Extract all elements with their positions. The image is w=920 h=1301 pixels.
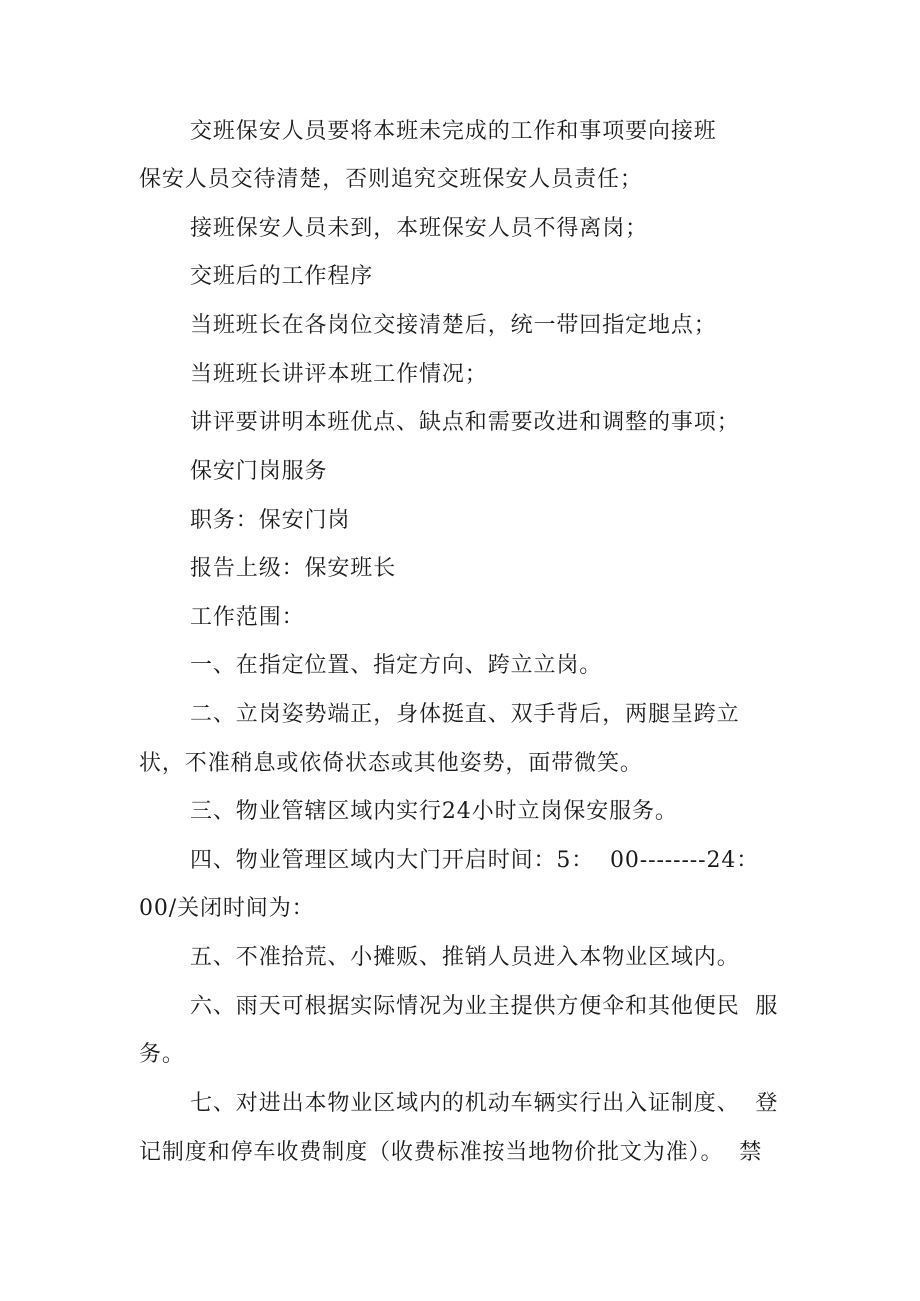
list-item: 七、对进出本物业区域内的机动车辆实行出入证制度、 登	[190, 1091, 779, 1116]
text-line: 讲评要讲明本班优点、缺点和需要改进和调整的事项；	[190, 410, 740, 435]
list-item: 三、物业管辖区域内实行24小时立岗保安服务。	[190, 799, 678, 824]
text-line: 当班班长讲评本班工作情况；	[190, 362, 488, 387]
text-line: 保安人员交待清楚，否则追究交班保安人员责任；	[139, 167, 643, 192]
list-item-continuation: 状，不准稍息或依倚状态或其他姿势，面带微笑。	[139, 751, 643, 776]
list-item-continuation: 记制度和停车收费制度（收费标准按当地物价批文为准）。 禁	[139, 1140, 763, 1165]
list-item: 一、在指定位置、指定方向、跨立立岗。	[190, 653, 603, 678]
section-heading: 保安门岗服务	[190, 459, 328, 484]
text-line: 交班保安人员要将本班未完成的工作和事项要向接班	[190, 119, 717, 144]
list-item: 六、雨天可根据实际情况为业主提供方便伞和其他便民 服	[190, 994, 779, 1019]
text-line: 职务：保安门岗	[190, 508, 351, 533]
text-line: 报告上级：保安班长	[190, 556, 397, 581]
text-line: 工作范围：	[190, 605, 305, 630]
text-line: 当班班长在各岗位交接清楚后，统一带回指定地点；	[190, 313, 717, 338]
list-item: 四、物业管理区域内大门开启时间：5： 00--------24：	[190, 848, 760, 873]
text-line: 接班保安人员未到，本班保安人员不得离岗；	[190, 216, 649, 241]
list-item: 二、立岗姿势端正，身体挺直、双手背后，两腿呈跨立	[190, 702, 740, 727]
section-heading: 交班后的工作程序	[190, 264, 374, 289]
list-item-continuation: 务。	[139, 1042, 185, 1067]
list-item: 五、不准拾荒、小摊贩、推销人员进入本物业区域内。	[190, 945, 740, 970]
list-item-continuation: 00/关闭时间为：	[139, 896, 315, 921]
